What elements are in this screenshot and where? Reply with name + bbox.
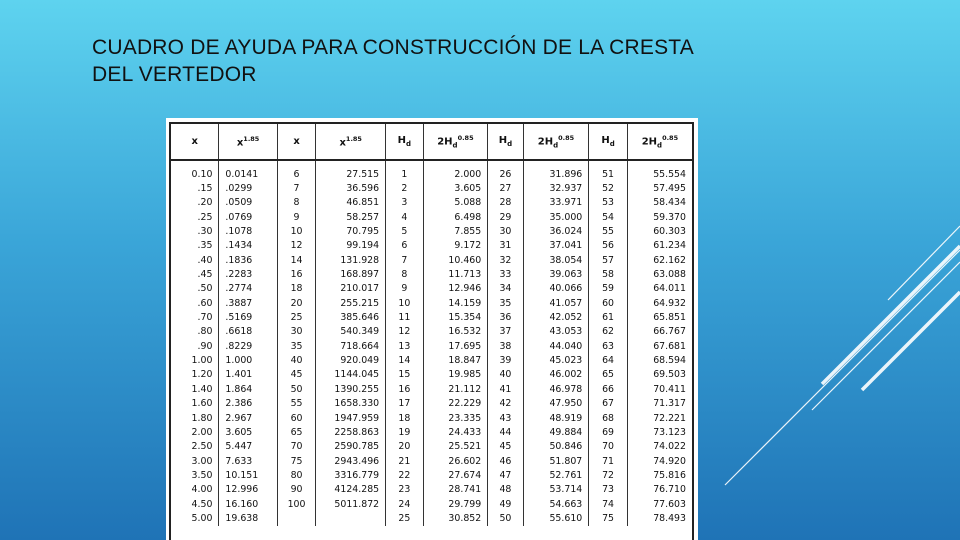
table-cell: 40.066 — [523, 282, 589, 296]
table-cell: 73 — [589, 483, 628, 497]
table-cell: 36.596 — [316, 181, 386, 195]
table-cell: 14 — [386, 353, 424, 367]
decorative-line — [725, 250, 960, 485]
table-cell: 0.10 — [171, 160, 219, 181]
table-cell: 63 — [589, 339, 628, 353]
table-cell: 5 — [386, 224, 424, 238]
table-cell: 19 — [386, 425, 424, 439]
table-cell: 47 — [488, 468, 523, 482]
table-cell: 35.000 — [523, 210, 589, 224]
table-cell: 3 — [386, 196, 424, 210]
table-cell: 17 — [386, 397, 424, 411]
table-cell: 14 — [277, 253, 316, 267]
table-cell: 38 — [488, 339, 523, 353]
table-cell: 32.937 — [523, 181, 589, 195]
table-cell: .80 — [171, 325, 219, 339]
table-cell: 10 — [277, 224, 316, 238]
table-cell: 65.851 — [653, 312, 686, 324]
table-cell: 37 — [488, 325, 523, 339]
table-cell: 8 — [386, 267, 424, 281]
table-cell: 61 — [589, 310, 628, 324]
table-cell: .1836 — [219, 253, 277, 267]
table-cell: 47.950 — [523, 397, 589, 411]
column-header-base: x — [236, 137, 244, 149]
table-cell: 50 — [488, 511, 523, 525]
table-cell: 71 — [589, 454, 628, 468]
table-cell: 22.229 — [423, 397, 488, 411]
table-cell: 31 — [488, 239, 523, 253]
table-cell: 920.049 — [316, 353, 386, 367]
table-cell: 45 — [277, 368, 316, 382]
table-cell: 2590.785 — [316, 440, 386, 454]
table-cell: .6618 — [219, 325, 277, 339]
column-header-base: 2H — [641, 136, 658, 148]
column-header-exponent: 0.85 — [662, 133, 679, 142]
table-cell: 4 — [386, 210, 424, 224]
table-cell: .2774 — [219, 282, 277, 296]
table-cell: 1.80 — [171, 411, 219, 425]
table-cell: .70 — [171, 310, 219, 324]
table-cell: 23.335 — [423, 411, 488, 425]
table-cell: 52.761 — [523, 468, 589, 482]
table-cell: 2.386 — [219, 397, 277, 411]
table-cell: 58.257 — [316, 210, 386, 224]
table-cell: 1.60 — [171, 397, 219, 411]
table-cell: .90 — [171, 339, 219, 353]
table-cell: 55.610 — [523, 511, 589, 525]
table-cell: 18.847 — [423, 353, 488, 367]
column-header-base: H — [498, 135, 508, 146]
table-cell: 210.017 — [316, 282, 386, 296]
column-header-subscript: d — [452, 141, 458, 150]
table-cell: 10.151 — [219, 468, 277, 482]
table-cell: 68 — [589, 411, 628, 425]
table-cell: 42 — [488, 397, 523, 411]
table-cell: 1.401 — [219, 368, 277, 382]
decorative-line-group — [725, 226, 960, 485]
table-cell: 19.985 — [423, 368, 488, 382]
table-cell: 36.024 — [523, 224, 589, 238]
table-cell: 70 — [589, 440, 628, 454]
column-header-base: x — [339, 137, 346, 149]
table-cell: 41 — [488, 382, 523, 396]
table-cell: 2.50 — [171, 440, 219, 454]
table-cell: 16.160 — [219, 497, 277, 511]
slide-title-line-1: CUADRO DE AYUDA PARA CONSTRUCCIÓN DE LA CRESTA — [92, 36, 694, 59]
table-cell: 60.303 — [653, 226, 686, 238]
table-cell: 5.00 — [171, 511, 219, 525]
table-cell: .30 — [171, 224, 219, 238]
table-cell: 58 — [589, 267, 628, 281]
table-cell: 2943.496 — [316, 454, 386, 468]
table-cell: 25 — [277, 310, 316, 324]
table-cell: .45 — [171, 267, 219, 281]
table-cell: 24.433 — [423, 425, 488, 439]
table-cell: 57.495 — [653, 183, 686, 195]
table-cell: 255.215 — [316, 296, 386, 310]
table-cell: 16 — [386, 382, 424, 396]
table-cell: 74.022 — [653, 441, 686, 453]
table-cell: 10.460 — [423, 253, 488, 267]
decorative-line — [888, 226, 960, 300]
table-cell: .1078 — [219, 224, 277, 238]
table-cell: .3887 — [219, 296, 277, 310]
table-cell: 11.713 — [423, 267, 488, 281]
table-cell: .60 — [171, 296, 219, 310]
table-cell: 78.493 — [653, 512, 686, 524]
table-cell: 64.932 — [653, 297, 686, 309]
column-header-base: x — [293, 136, 300, 147]
table-cell: .0509 — [219, 196, 277, 210]
table-cell: 32 — [488, 253, 523, 267]
table-cell: 1.000 — [219, 353, 277, 367]
table-cell: 25.521 — [423, 440, 488, 454]
table-cell: 54 — [589, 210, 628, 224]
table-cell: .1434 — [219, 239, 277, 253]
table-cell: 77.603 — [653, 498, 686, 510]
table-cell: 70.795 — [316, 224, 386, 238]
column-header-exponent: 1.85 — [345, 134, 362, 143]
table-cell: 9.172 — [423, 239, 488, 253]
table-cell: 67.681 — [653, 340, 686, 352]
table-cell: 64 — [589, 353, 628, 367]
table-cell: 385.646 — [316, 310, 386, 324]
table-cell: 540.349 — [316, 325, 386, 339]
decorative-line — [812, 262, 960, 410]
table-cell: 3.605 — [423, 181, 488, 195]
table-cell: 1144.045 — [316, 368, 386, 382]
table-cell: .50 — [171, 282, 219, 296]
table-cell: 20 — [386, 440, 424, 454]
table-cell: 64.011 — [653, 283, 686, 295]
table-cell: 67 — [589, 397, 628, 411]
table-cell: 27.515 — [316, 160, 386, 181]
table-cell: 8 — [277, 196, 316, 210]
table-cell: .15 — [171, 181, 219, 195]
column-header-subscript: d — [507, 140, 513, 148]
table-cell: 58.434 — [653, 197, 686, 209]
table-cell: 28.741 — [423, 483, 488, 497]
table-cell: 16.532 — [423, 325, 488, 339]
table-cell: 80 — [277, 468, 316, 482]
table-cell: 22 — [386, 468, 424, 482]
table-cell: 70 — [277, 440, 316, 454]
column-header-base: x — [191, 136, 198, 147]
table-cell: 1.40 — [171, 382, 219, 396]
table-cell: 55 — [277, 397, 316, 411]
table-cell: 63.088 — [653, 269, 686, 281]
table-cell: 33.971 — [523, 196, 589, 210]
table-cell: 3316.779 — [316, 468, 386, 482]
table-cell: 4.50 — [171, 497, 219, 511]
table-cell: 69 — [589, 425, 628, 439]
table-cell: 131.928 — [316, 253, 386, 267]
table-cell: 55 — [589, 224, 628, 238]
column-header-base: 2H — [437, 136, 453, 148]
table-cell: 4.00 — [171, 483, 219, 497]
table-cell: 44 — [488, 425, 523, 439]
table-cell: 27.674 — [423, 468, 488, 482]
table-cell: 69.503 — [653, 369, 686, 381]
column-header-base: 2H — [537, 136, 554, 148]
table-cell: .35 — [171, 239, 219, 253]
table-cell: 53.714 — [523, 483, 589, 497]
table-cell: 51.807 — [523, 454, 589, 468]
table-cell: 71.317 — [653, 398, 686, 410]
table-cell: 43.053 — [523, 325, 589, 339]
table-cell: 1 — [386, 160, 424, 181]
decorative-line — [862, 292, 960, 390]
table-cell: 18 — [386, 411, 424, 425]
table-cell: 3.00 — [171, 454, 219, 468]
table-cell: 14.159 — [423, 296, 488, 310]
table-cell: 718.664 — [316, 339, 386, 353]
table-cell: 12 — [386, 325, 424, 339]
table-cell: 60 — [277, 411, 316, 425]
table-cell: 50 — [277, 382, 316, 396]
table-cell: 76.710 — [653, 484, 686, 496]
table-cell: .0769 — [219, 210, 277, 224]
table-cell: 52 — [589, 181, 628, 195]
table-cell: 15 — [386, 368, 424, 382]
table-cell: 90 — [277, 483, 316, 497]
table-cell: 49 — [488, 497, 523, 511]
table-cell: 29.799 — [423, 497, 488, 511]
table-cell: 99.194 — [316, 239, 386, 253]
table-cell: 15.354 — [423, 310, 488, 324]
table-cell: .8229 — [219, 339, 277, 353]
table-cell: 50.846 — [523, 440, 589, 454]
table-cell: 5011.872 — [316, 497, 386, 511]
table-cell: 74.920 — [653, 455, 686, 467]
table-cell: 62.162 — [653, 254, 686, 266]
table-cell: 1.864 — [219, 382, 277, 396]
table-cell: 46 — [488, 454, 523, 468]
table-cell: 51 — [589, 160, 628, 181]
table-cell: 66 — [589, 382, 628, 396]
table-cell: 2258.863 — [316, 425, 386, 439]
table-cell: 1658.330 — [316, 397, 386, 411]
table-cell: 34 — [488, 282, 523, 296]
table-cell: 2.967 — [219, 411, 277, 425]
table-cell: 27 — [488, 181, 523, 195]
table-cell: 59 — [589, 282, 628, 296]
column-header-subscript: d — [406, 140, 412, 148]
table-cell: 7 — [277, 181, 316, 195]
table-cell: 59.370 — [653, 211, 686, 223]
table-cell: 1.20 — [171, 368, 219, 382]
table-cell: 9 — [277, 210, 316, 224]
table-cell: 65 — [277, 425, 316, 439]
table-cell: 2 — [386, 181, 424, 195]
table-cell: 56 — [589, 239, 628, 253]
table-cell: 7 — [386, 253, 424, 267]
table-cell: 26.602 — [423, 454, 488, 468]
table-cell: 46.002 — [523, 368, 589, 382]
table-cell: 10 — [386, 296, 424, 310]
table-cell: 61.234 — [653, 240, 686, 252]
table-cell: 24 — [386, 497, 424, 511]
table-cell: 16 — [277, 267, 316, 281]
table-cell: 1390.255 — [316, 382, 386, 396]
table-cell: 17.695 — [423, 339, 488, 353]
column-header-exponent: 1.85 — [243, 134, 260, 143]
table-cell: 4124.285 — [316, 483, 386, 497]
table-cell: 38.054 — [523, 253, 589, 267]
table-cell: 46.851 — [316, 196, 386, 210]
column-header-exponent: 0.85 — [558, 133, 575, 142]
table-cell: 75 — [589, 511, 628, 525]
table-cell: 5.088 — [423, 196, 488, 210]
table-cell: 39.063 — [523, 267, 589, 281]
table-cell: 42.052 — [523, 310, 589, 324]
table-cell: 168.897 — [316, 267, 386, 281]
table-cell: 72 — [589, 468, 628, 482]
table-cell: 6 — [277, 160, 316, 181]
table-cell: 100 — [277, 497, 316, 511]
table-cell: 30.852 — [423, 511, 488, 525]
table-cell: 12.996 — [219, 483, 277, 497]
table-cell: .2283 — [219, 267, 277, 281]
table-cell: 37.041 — [523, 239, 589, 253]
table-cell: 7.855 — [423, 224, 488, 238]
table-cell: 33 — [488, 267, 523, 281]
table-cell: 44.040 — [523, 339, 589, 353]
table-cell: 57 — [589, 253, 628, 267]
table-cell: 43 — [488, 411, 523, 425]
table-cell: 23 — [386, 483, 424, 497]
table-cell: 1.00 — [171, 353, 219, 367]
table-cell: 12.946 — [423, 282, 488, 296]
table-cell: 48 — [488, 483, 523, 497]
table-cell: 75.816 — [653, 469, 686, 481]
table-cell: 5.447 — [219, 440, 277, 454]
table-cell: 2.000 — [423, 160, 488, 181]
table-cell: 9 — [386, 282, 424, 296]
table-cell: 7.633 — [219, 454, 277, 468]
table-cell: 45 — [488, 440, 523, 454]
table-cell: .20 — [171, 196, 219, 210]
table-cell: 29 — [488, 210, 523, 224]
table-cell: 46.978 — [523, 382, 589, 396]
table-cell: .5169 — [219, 310, 277, 324]
table-cell: 68.594 — [653, 355, 686, 367]
table-cell: 28 — [488, 196, 523, 210]
table-cell: 3.605 — [219, 425, 277, 439]
table-cell: 19.638 — [219, 511, 277, 525]
table-cell: 65 — [589, 368, 628, 382]
table-cell: .0299 — [219, 181, 277, 195]
table-cell: 75 — [277, 454, 316, 468]
table-cell: 12 — [277, 239, 316, 253]
table-cell: 13 — [386, 339, 424, 353]
table-cell: 54.663 — [523, 497, 589, 511]
table-cell: 39 — [488, 353, 523, 367]
table-cell: 40 — [277, 353, 316, 367]
column-header-subscript: d — [553, 141, 559, 150]
table-cell: 11 — [386, 310, 424, 324]
table-cell: 62 — [589, 325, 628, 339]
table-cell: 73.123 — [653, 426, 686, 438]
table-cell: 6.498 — [423, 210, 488, 224]
table-cell: 74 — [589, 497, 628, 511]
table-cell: 45.023 — [523, 353, 589, 367]
table-cell: 48.919 — [523, 411, 589, 425]
table-cell: 30 — [488, 224, 523, 238]
table-cell: 31.896 — [523, 160, 589, 181]
table-cell: 21 — [386, 454, 424, 468]
column-header-exponent: 0.85 — [457, 133, 474, 142]
table-cell: 1947.959 — [316, 411, 386, 425]
table-cell: 41.057 — [523, 296, 589, 310]
table-cell: 60 — [589, 296, 628, 310]
table-cell: 18 — [277, 282, 316, 296]
table-cell: 55.554 — [653, 168, 686, 180]
table-cell: 36 — [488, 310, 523, 324]
table-cell: 6 — [386, 239, 424, 253]
table-cell: 25 — [386, 511, 424, 525]
table-cell: 40 — [488, 368, 523, 382]
table-cell: 66.767 — [653, 326, 686, 338]
table-cell: 53 — [589, 196, 628, 210]
table-cell: 30 — [277, 325, 316, 339]
table-cell: 72.221 — [653, 412, 686, 424]
table-cell: 26 — [488, 160, 523, 181]
column-header-base: H — [397, 135, 407, 146]
table-cell: 20 — [277, 296, 316, 310]
table-cell: 35 — [277, 339, 316, 353]
table-cell: .25 — [171, 210, 219, 224]
column-header-base: H — [601, 135, 610, 146]
table-cell: 2.00 — [171, 425, 219, 439]
slide-title-line-2: DEL VERTEDOR — [92, 63, 257, 86]
column-header-subscript: d — [657, 141, 663, 150]
table-cell: 70.411 — [653, 383, 686, 395]
table-cell: 0.0141 — [219, 160, 277, 181]
table-cell: 49.884 — [523, 425, 589, 439]
table-cell: .40 — [171, 253, 219, 267]
table-cell: 3.50 — [171, 468, 219, 482]
table-cell: 21.112 — [423, 382, 488, 396]
column-header-subscript: d — [609, 140, 615, 148]
table-cell: 35 — [488, 296, 523, 310]
